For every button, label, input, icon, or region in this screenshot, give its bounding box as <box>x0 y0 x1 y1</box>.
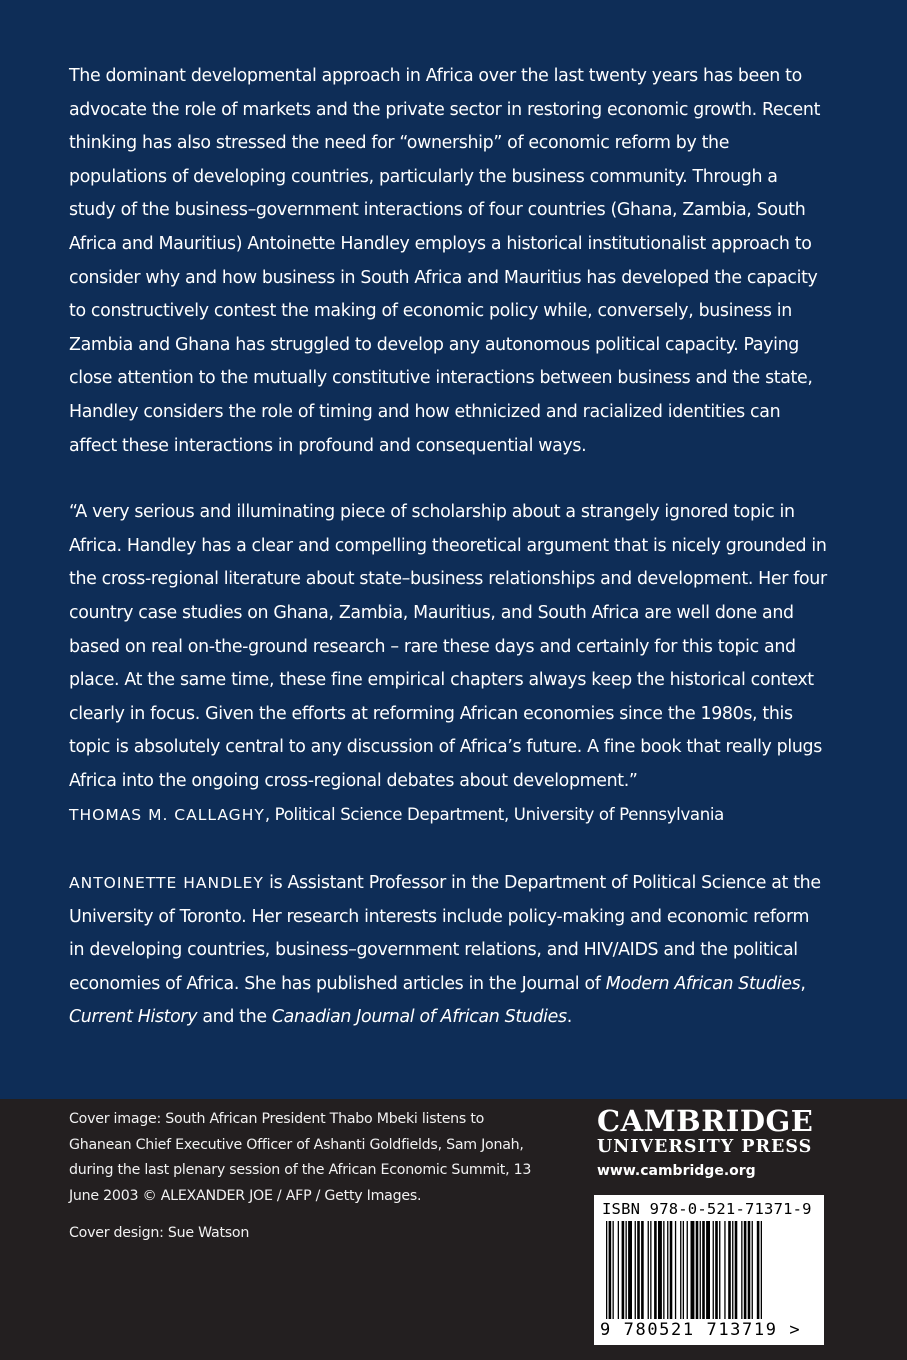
cover-design-credit: Cover design: Sue Watson <box>69 1225 250 1242</box>
author-bio-text: is Assistant Professor in the Department of Political Science at the University of Toronto. Her research interests include policy-making and economic reform in developing countries, business–government relations, and HIV/AIDS and the political economies of Africa. She has published articles in the Journal of <box>69 873 821 994</box>
footer-band <box>0 1099 907 1360</box>
back-cover-text <box>69 60 829 1035</box>
publisher-url: www.cambridge.org <box>597 1163 756 1179</box>
review-attribution <box>69 798 829 833</box>
review-quote: “A very serious and illuminating piece of scholarship about a strangely ignored topic in Africa. Handley has a clear and compelling theoretical argument that is nicely grounded in the cross-regional literature about state–business relationships and development. Her four country case studies on Ghana, Zambia, Mauritius, and South Africa are well done and based on real on-the-ground research – rare these days and certainly for this topic and place. At the same time, these fine empirical chapters always keep the historical context clearly in focus. Given the efforts at reforming African economies since the 1980s, this topic is absolutely central to any discussion of Africa’s future. A fine book that really plugs Africa into the ongoing cross-regional debates about development.” <box>69 502 827 791</box>
publisher-subtitle: UNIVERSITY PRESS <box>597 1137 813 1157</box>
author-bio <box>69 867 829 1035</box>
journal-2: Current History <box>69 1007 198 1028</box>
journal-3: Canadian Journal of African Studies <box>271 1007 567 1028</box>
barcode-digits: 9 780521 713719 > <box>600 1320 802 1340</box>
bio-sep-2: and the <box>197 1007 272 1028</box>
publisher-name: CAMBRIDGE <box>597 1104 814 1138</box>
book-description: The dominant developmental approach in Africa over the last twenty years has been to advocate the role of markets and the private sector in restoring economic growth. Recent thinking has also stressed the need for “ownership” of economic reform by the populations of developing countries, particularly the business community. Through a study of the business–government interactions of four countries (Ghana, Zambia, South Africa and Mauritius) Antoinette Handley employs a historical institutionalist approach to consider why and how business in South Africa and Mauritius has developed the capacity to constructively contest the making of economic policy while, conversely, business in Zambia and Ghana has struggled to develop any autonomous political capacity. Paying close attention to the mutually constitutive interactions between business and the state, Handley considers the role of timing and how ethnicized and racialized identities can affect these interactions in profound and consequential ways. <box>69 66 821 456</box>
bio-end: . <box>566 1007 572 1028</box>
author-name: ANTOINETTE HANDLEY <box>69 874 264 893</box>
cover-image-credit: Cover image: South African President Thabo Mbeki listens to Ghanean Chief Executive Officer of Ashanti Goldfields, Sam Jonah, during the last plenary session of the African Economic Summit, 13 June 2003 © ALEXANDER JOE / AFP / Getty Images. <box>69 1111 532 1204</box>
isbn-label: ISBN 978-0-521-71371-9 <box>602 1200 812 1218</box>
journal-1: Modern African Studies <box>605 973 801 994</box>
cover-credits <box>69 1107 539 1247</box>
bio-sep-1: , <box>800 973 806 994</box>
barcode-bars-icon <box>604 1221 814 1319</box>
reviewer-affiliation: , Political Science Department, University of Pennsylvania <box>264 805 724 825</box>
barcode <box>594 1195 824 1345</box>
publisher-logo <box>597 1105 837 1179</box>
reviewer-name: THOMAS M. CALLAGHY <box>69 806 265 825</box>
